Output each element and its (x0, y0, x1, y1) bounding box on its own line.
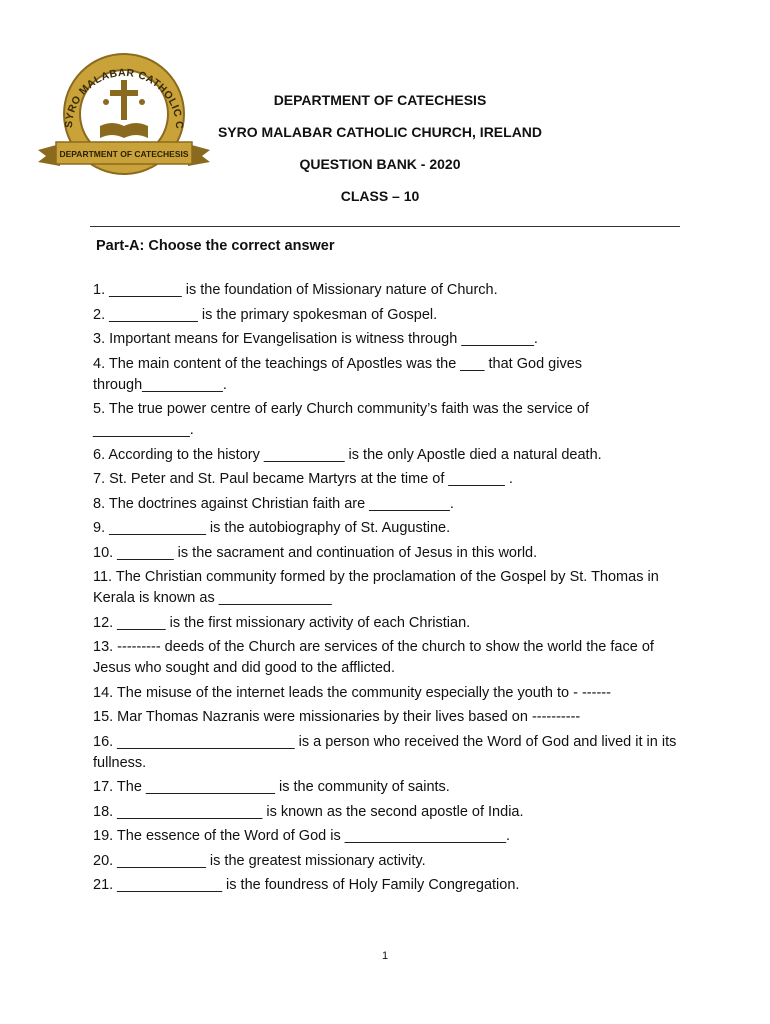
question-item: 12. ______ is the first missionary activity of each Christian. (93, 614, 471, 631)
question-item: 16. ______________________ is a person who received the Word of God and lived it in its fullness. (93, 733, 677, 771)
class-label: CLASS – 10 (340, 188, 420, 204)
department-title: DEPARTMENT OF CATECHESIS (273, 92, 487, 108)
question-item: 19. The essence of the Word of God is ____________________. (93, 828, 511, 844)
page-number: 1 (381, 950, 389, 962)
question-item: 20. ___________ is the greatest missionary activity. (93, 852, 426, 869)
question-list (93, 280, 683, 900)
question-item: 10. _______ is the sacrament and continuation of Jesus in this world. (93, 544, 538, 561)
question-item: 4. The main content of the teachings of Apostles was the ___ that God gives through__________. (93, 355, 583, 393)
question-item: 6. According to the history __________ is the only Apostle died a natural death. (93, 446, 602, 463)
question-item: 17. The ________________ is the community of saints. (93, 779, 450, 795)
question-item: 15. Mar Thomas Nazranis were missionaries by their lives based on ---------- (93, 709, 581, 725)
part-a-heading: Part-A: Choose the correct answer (96, 238, 335, 254)
question-item: 21. _____________ is the foundress of Holy Family Congregation. (93, 877, 520, 893)
question-item: 18. __________________ is known as the second apostle of India. (93, 803, 524, 820)
question-item: 14. The misuse of the internet leads the community especially the youth to - ------ (93, 684, 611, 701)
question-item: 9. ____________ is the autobiography of St. Augustine. (93, 520, 451, 536)
question-item: 1. _________ is the foundation of Missionary nature of Church. (93, 282, 498, 298)
svg-text:DEPARTMENT OF CATECHESIS: DEPARTMENT OF CATECHESIS (59, 149, 189, 159)
question-item: 13. --------- deeds of the Church are services of the church to show the world the face of Jesus who sought and did good to the afflicted. (93, 639, 654, 676)
question-item: 7. St. Peter and St. Paul became Martyrs at the time of _______ . (93, 471, 513, 487)
svg-text:SYRO MALABAR CATHOLIC CHURCH I: SYRO MALABAR CATHOLIC C (62, 66, 186, 130)
question-item: 11. The Christian community formed by the proclamation of the Gospel by St. Thomas in Kerala is known as ______________ (93, 569, 659, 606)
question-item: 5. The true power centre of early Church community’s faith was the service of ____________. (93, 401, 589, 438)
question-item: 3. Important means for Evangelisation is witness through _________. (93, 331, 538, 347)
question-item: 8. The doctrines against Christian faith are __________. (93, 495, 454, 512)
church-name: SYRO MALABAR CATHOLIC CHURCH, IRELAND (217, 124, 543, 140)
question-item: 2. ___________ is the primary spokesman of Gospel. (93, 306, 438, 323)
header-divider (90, 226, 680, 227)
question-bank-title: QUESTION BANK - 2020 (299, 156, 461, 172)
